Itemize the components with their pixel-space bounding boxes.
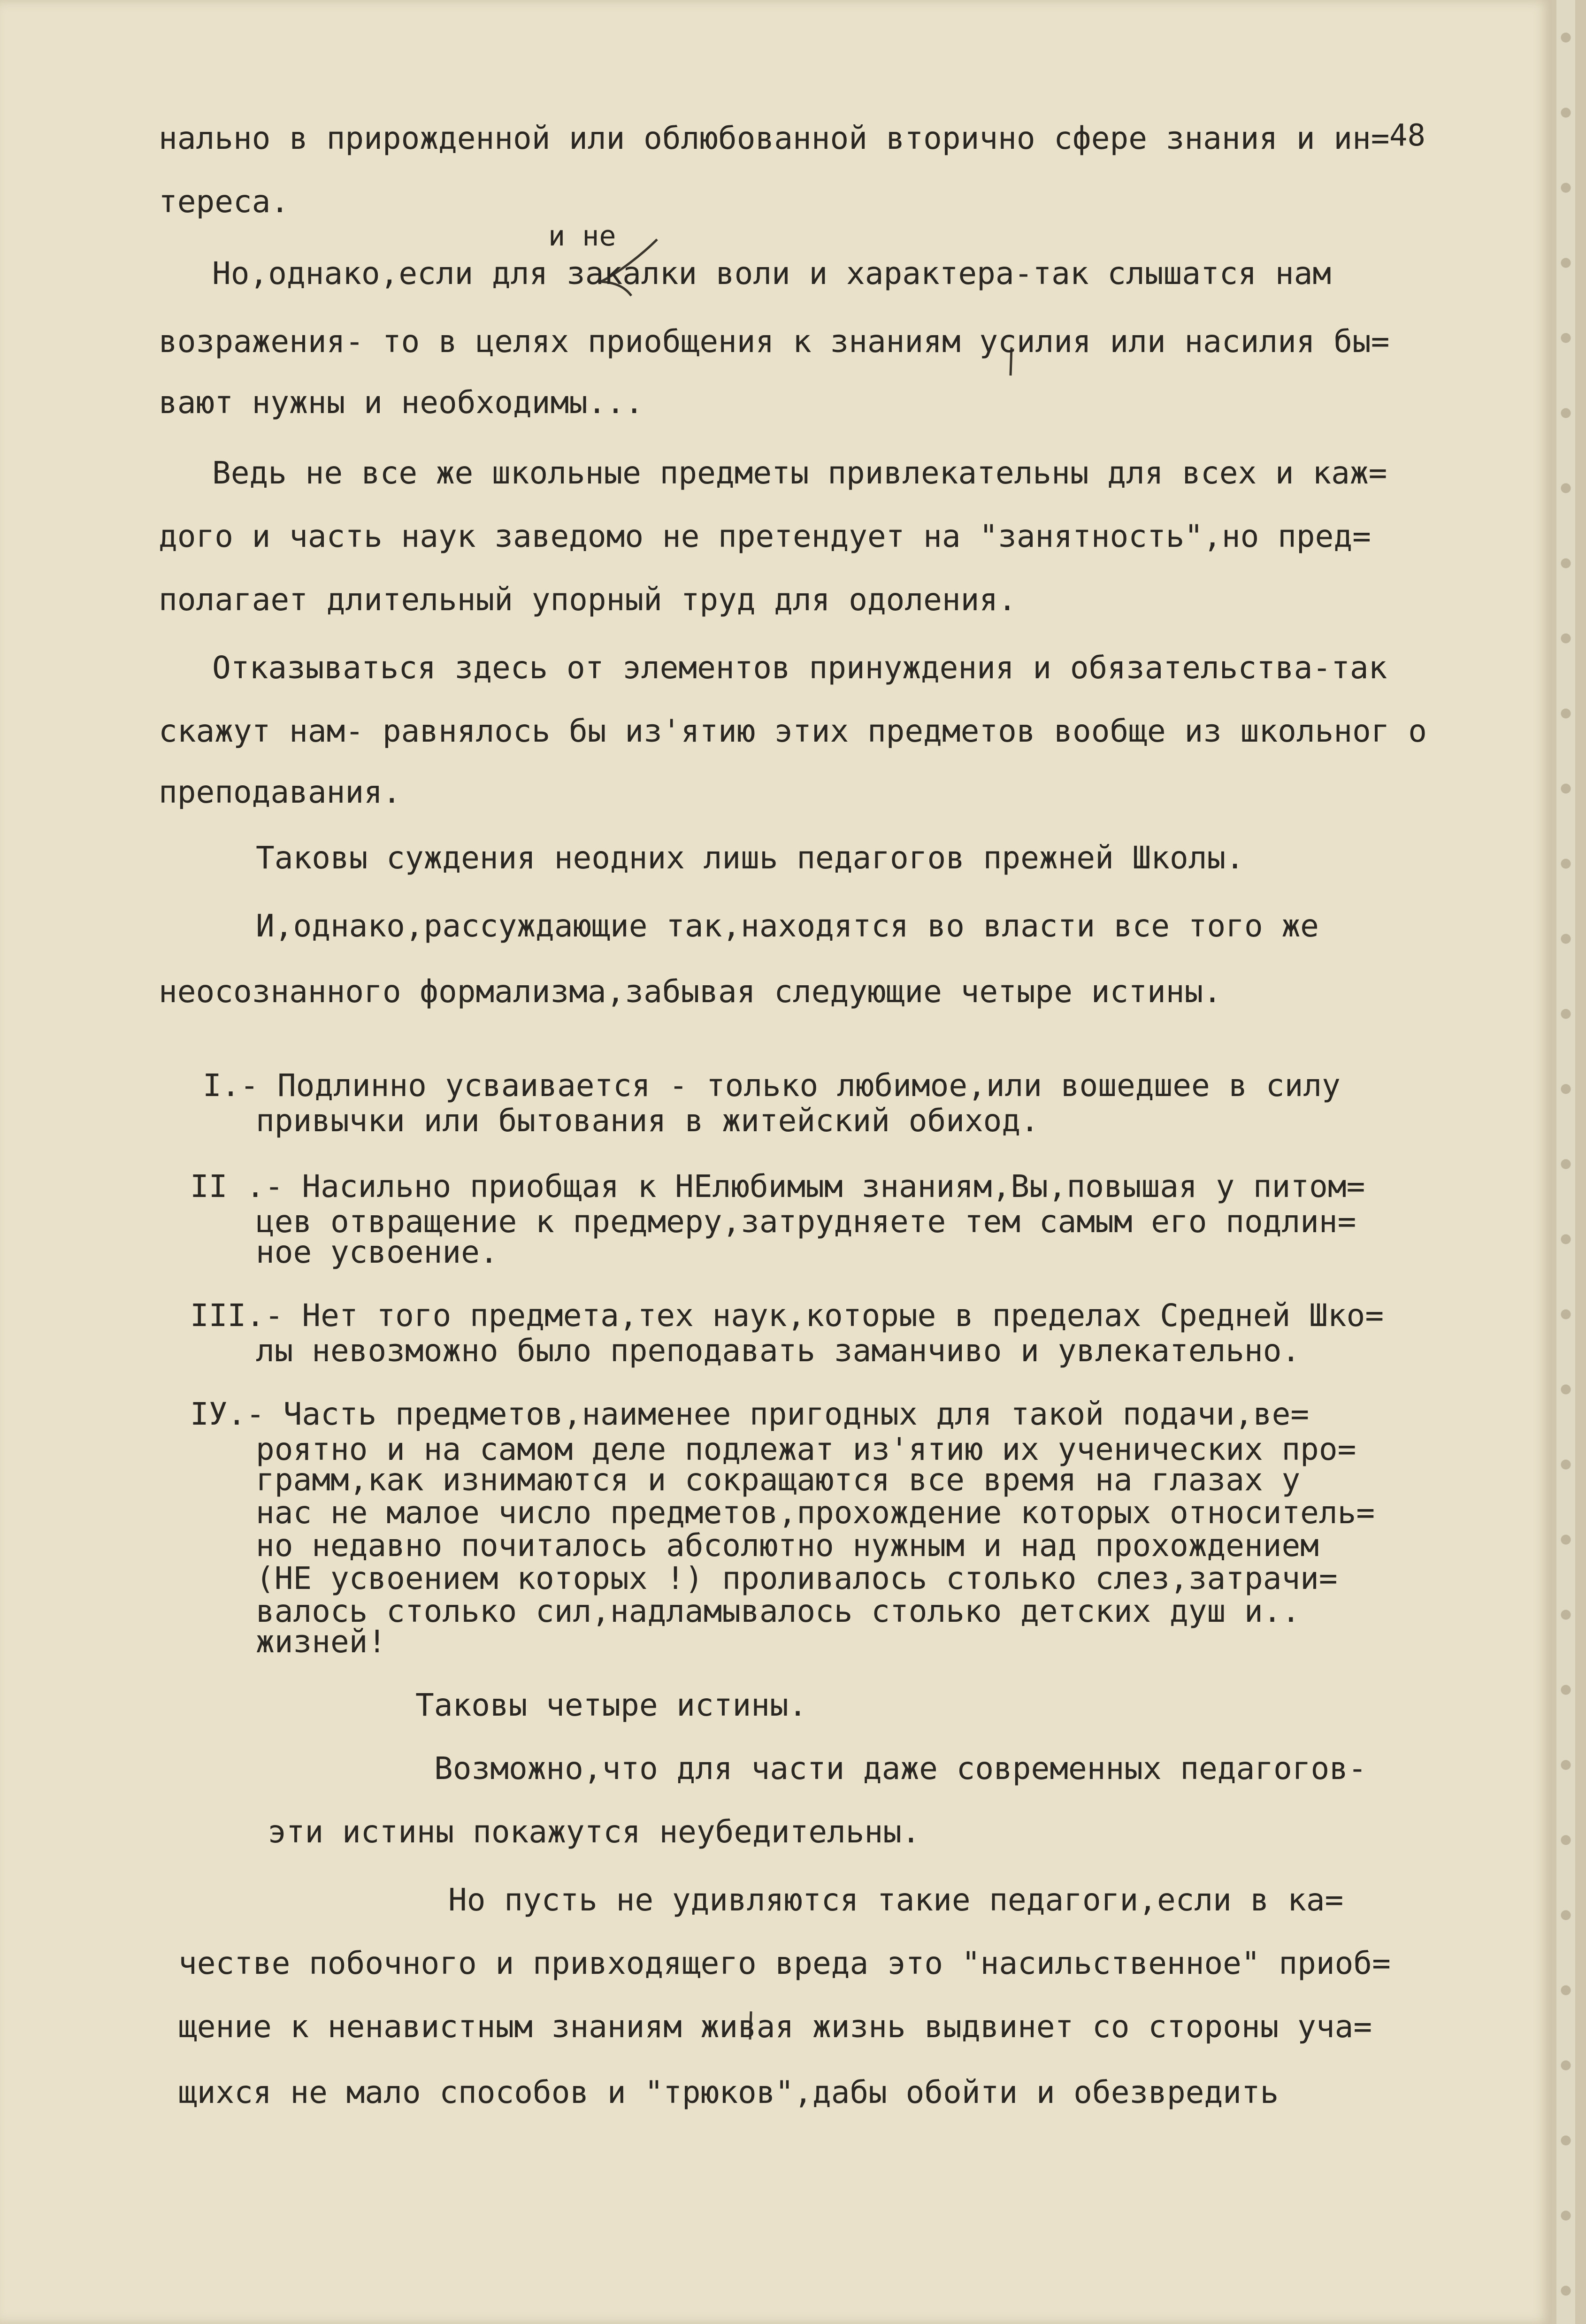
text-line: скажут нам- равнялось бы из'ятию этих предметов вообще из школьног о <box>159 713 1427 749</box>
text-line: И,однако,рассуждающие так,находятся во власти все того же <box>256 908 1319 944</box>
list-item-text: ное усвоение. <box>256 1234 498 1270</box>
text-line: Отказываться здесь от элементов принуждения и обязательства-так <box>212 650 1387 686</box>
text-line: возражения- то в целях приобщения к знаниям усилия или насилия бы= <box>159 323 1390 360</box>
list-item-text: лы невозможно было преподавать заманчиво и увлекательно. <box>256 1333 1301 1369</box>
text-line: Таковы суждения неодних лишь педагогов прежней Школы. <box>256 840 1244 876</box>
list-item-text: но недавно почиталось абсолютно нужным и над прохождением <box>256 1527 1319 1564</box>
list-item-text: III.- Нет того предмета,тех наук,которые в пределах Средней Шко= <box>190 1297 1384 1334</box>
text-line: преподавания. <box>159 774 401 810</box>
list-item-text: II .- Насильно приобщая к НЕлюбимым знаниям,Вы,повышая у питом= <box>190 1168 1365 1204</box>
text-line: щение к ненавистным знаниям живая жизнь выдвинет со стороны уча= <box>178 2009 1372 2045</box>
page-number: 48 <box>1389 118 1426 153</box>
list-item-text: валось столько сил,надламывалось столько детских душ и.. <box>256 1593 1301 1629</box>
text-line: дого и часть наук заведомо не претендует на "занятность",но пред= <box>159 518 1371 554</box>
text-line: полагает длительный упорный труд для одоления. <box>159 582 1017 618</box>
list-item-text: привычки или бытования в житейский обиход. <box>256 1103 1039 1139</box>
handwritten-insertion: и не <box>548 220 616 253</box>
text-line: тереса. <box>159 184 290 220</box>
text-line: Ведь не все же школьные предметы привлекательны для всех и каж= <box>212 455 1387 491</box>
text-line: вают нужны и необходимы... <box>159 384 644 421</box>
text-line: эти истины покажутся неубедительны. <box>268 1814 920 1850</box>
binding-strip <box>1556 0 1575 2324</box>
text-line: честве побочного и привходящего вреда это "насильственное" приоб= <box>178 1945 1391 1981</box>
list-item-text: грамм,как изнимаются и сокращаются все время на глазах у <box>256 1462 1301 1498</box>
text-line: Возможно,что для части даже современных педагогов- <box>434 1750 1367 1787</box>
list-item-text: (НЕ усвоением которых !) проливалось столько слез,затрачи= <box>256 1560 1338 1596</box>
list-item-text: I.- Подлинно усваивается - только любимое,или вошедшее в силу <box>203 1067 1341 1104</box>
text-line: нально в прирожденной или облюбованной вторично сфере знания и ин= <box>159 120 1390 156</box>
list-item-text: жизней! <box>256 1624 387 1660</box>
text-line: Но пусть не удивляются такие педагоги,если в ка= <box>448 1882 1344 1918</box>
text-line: щихся не мало способов и "трюков",дабы обойти и обезвредить <box>178 2074 1279 2110</box>
text-line: неосознанного формализма,забывая следующие четыре истины. <box>159 974 1222 1010</box>
text-line: Таковы четыре истины. <box>415 1687 807 1723</box>
list-item-text: нас не малое число предметов,прохождение которых относитель= <box>256 1495 1375 1531</box>
list-item-text: цев отвращение к предмеру,затрудняете тем самым его подлин= <box>256 1204 1356 1240</box>
list-item-text: роятно и на самом деле подлежат из'ятию их ученических про= <box>256 1431 1356 1467</box>
list-item-text: IУ.- Часть предметов,наименее пригодных для такой подачи,ве= <box>190 1396 1310 1432</box>
text-line: Но,однако,если для закалки воли и характера-так слышатся нам <box>212 255 1332 291</box>
